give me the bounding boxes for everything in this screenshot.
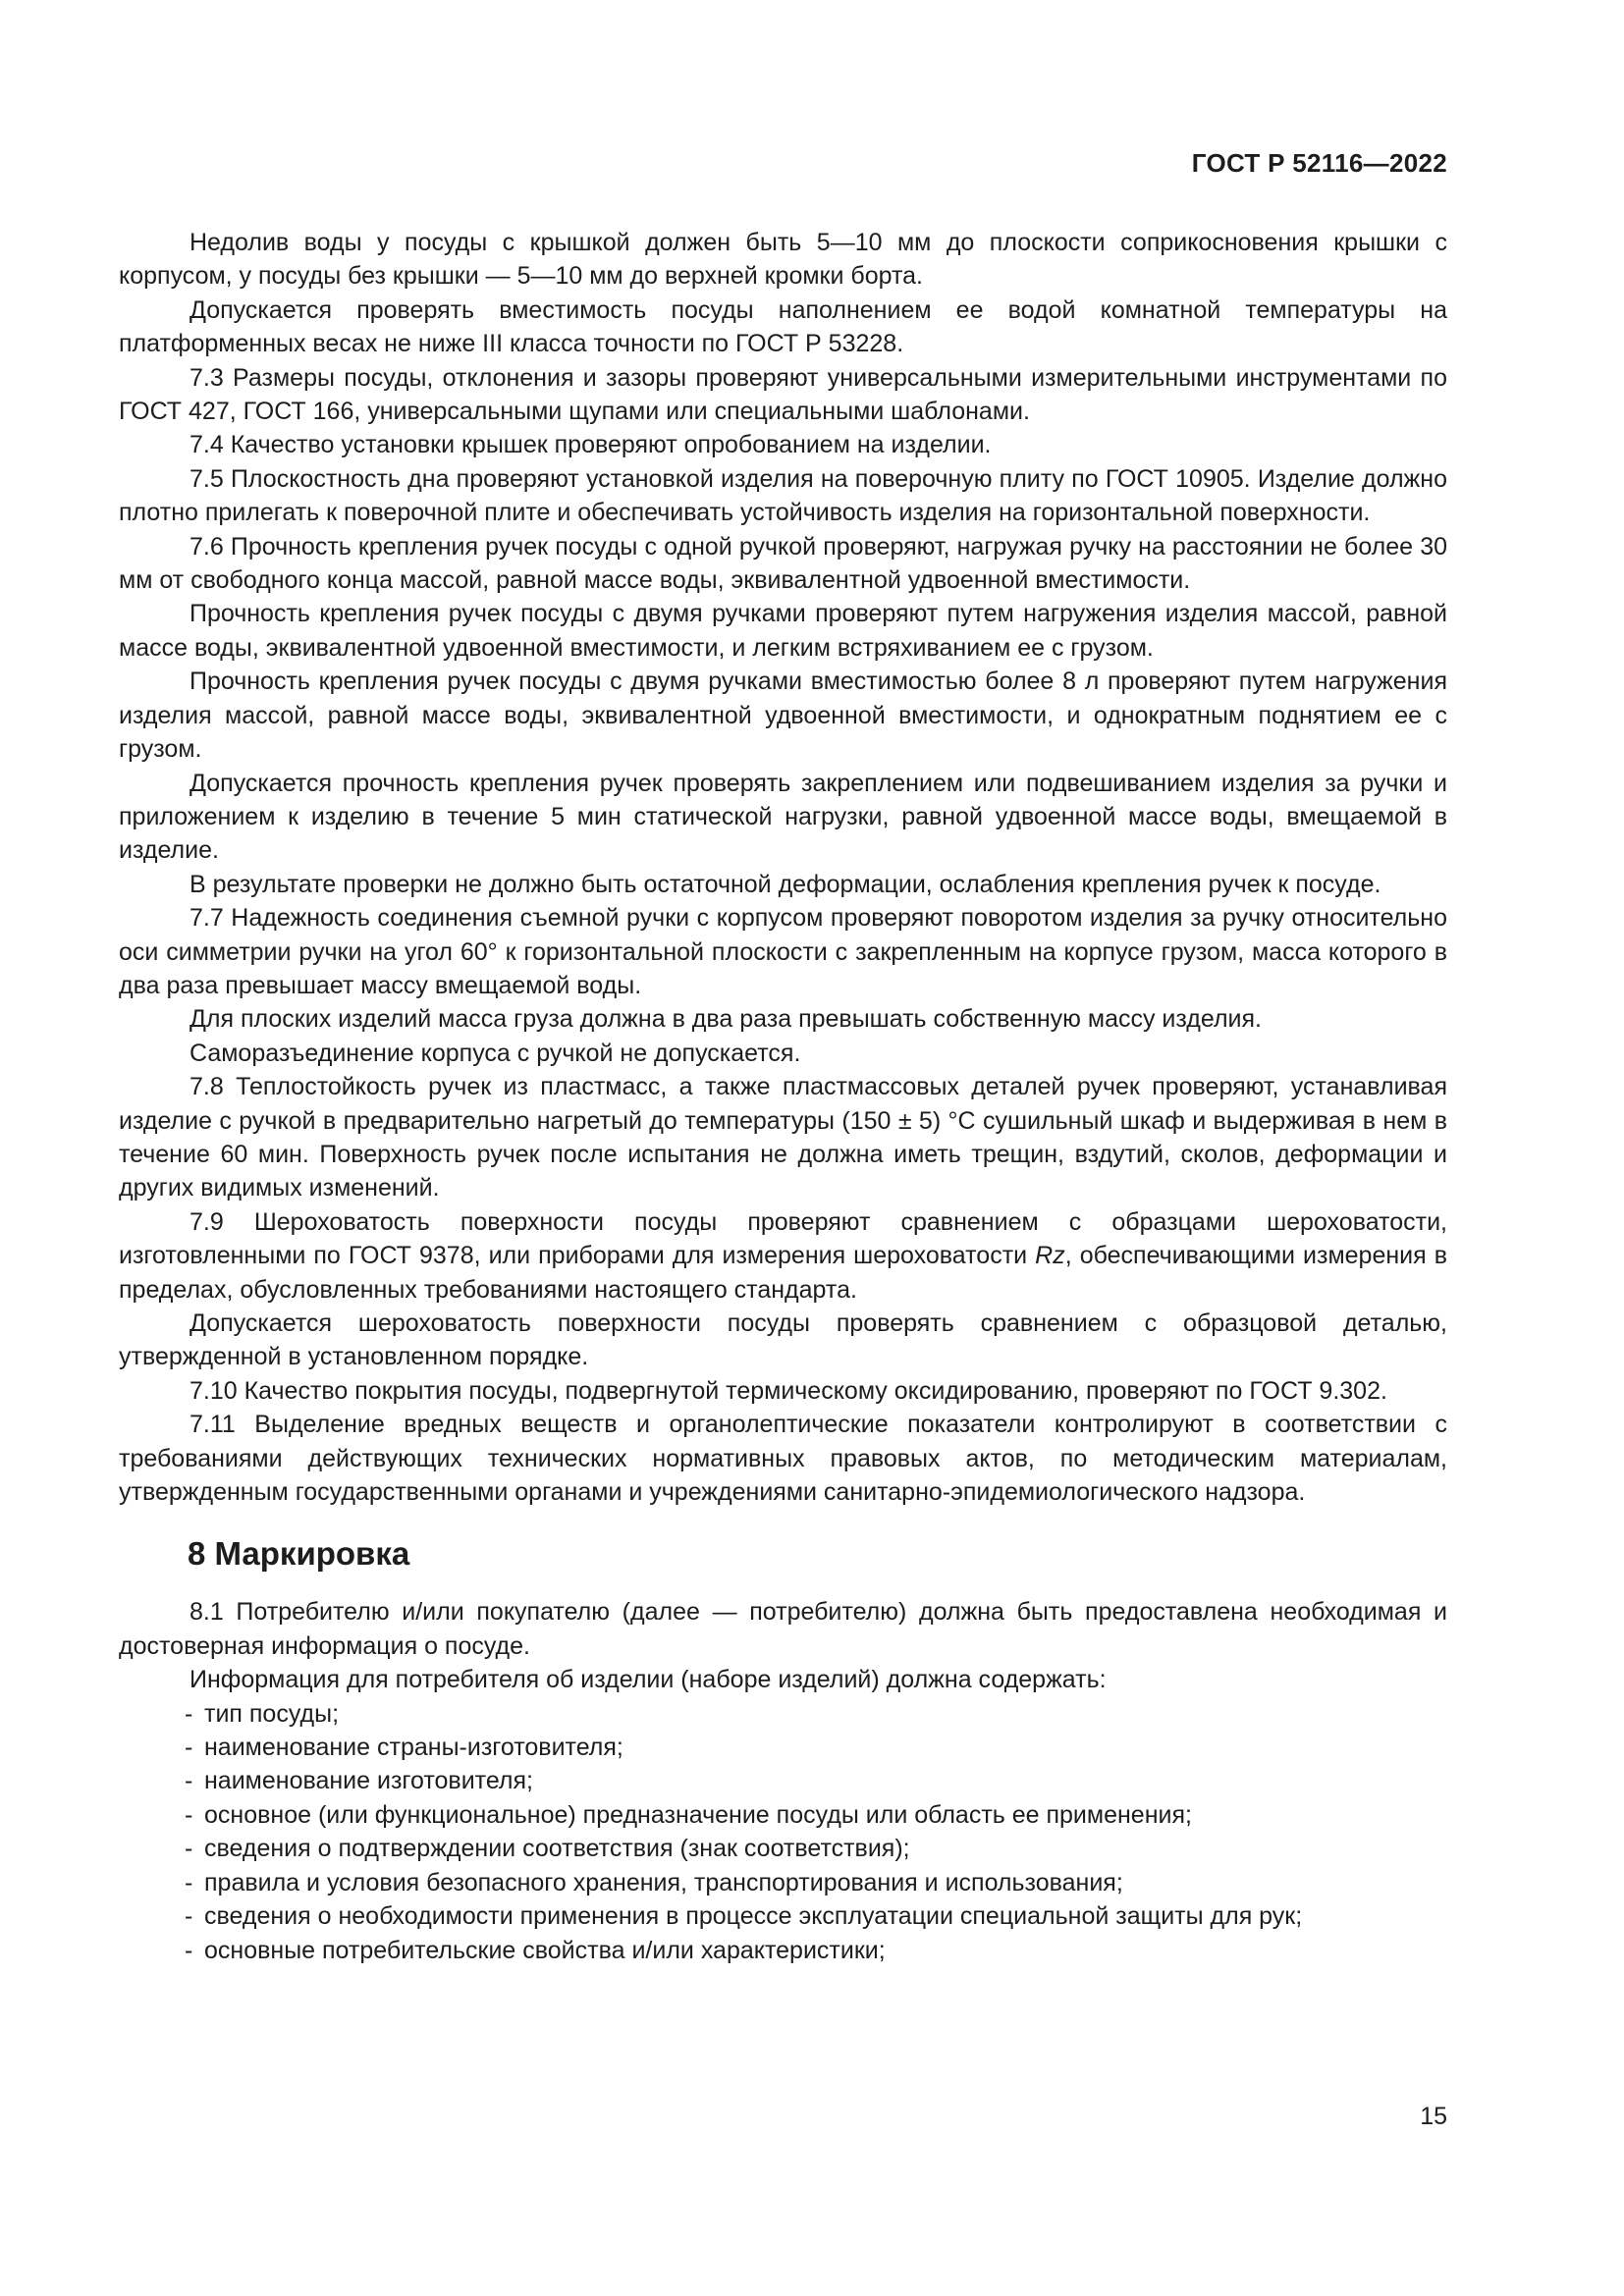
list-item: - правила и условия безопасного хранения, транспортирования и использования; — [119, 1866, 1447, 1899]
document-body — [119, 226, 1447, 1967]
section-8-title: 8 Маркировка — [188, 1535, 410, 1573]
list-marker: - — [185, 1936, 193, 1964]
paragraph: В результате проверки не должно быть остаточной деформации, ослабления крепления ручек к посуде. — [189, 870, 1381, 898]
paragraph-8-1: 8.1 Потребителю и/или покупателю (далее — потребителю) должна быть предоставлена необходимая и достоверная информация о посуде. — [119, 1598, 1447, 1660]
paragraph-7-9 — [119, 1205, 1447, 1307]
page-number: 15 — [1420, 2103, 1447, 2130]
paragraph: Информация для потребителя об изделии (наборе изделий) должна содержать: — [189, 1666, 1107, 1694]
list-marker: - — [185, 1767, 193, 1795]
list-item: - сведения о подтверждении соответствия (знак соответствия); — [119, 1832, 1447, 1865]
list-marker: - — [185, 1800, 193, 1829]
list-marker: - — [185, 1734, 193, 1762]
paragraph-7-10: 7.10 Качество покрытия посуды, подвергнутой термическому оксидированию, проверяют по ГОСТ 9.302. — [189, 1376, 1387, 1405]
paragraph: Допускается прочность крепления ручек проверять закреплением или подвешиванием изделия за ручки и приложением к изделию в течение 5 мин статической нагрузки, равной удвоенной массе воды, вмещаемой в изделие. — [119, 769, 1447, 865]
list-item: - наименование изготовителя; — [119, 1764, 1447, 1797]
list-item: - наименование страны-изготовителя; — [119, 1731, 1447, 1764]
paragraph: Саморазъединение корпуса с ручкой не допускается. — [189, 1039, 801, 1067]
paragraph-7-4: 7.4 Качество установки крышек проверяют опробованием на изделии. — [189, 431, 992, 459]
paragraph-7-7: 7.7 Надежность соединения съемной ручки с корпусом проверяют поворотом изделия за ручку относительно оси симметрии ручки на угол 60° к горизонтальной плоскости с закрепленным на корпусе грузом, масса которого в два раза превышает массу вмещаемой воды. — [119, 904, 1447, 999]
paragraph-7-11: 7.11 Выделение вредных веществ и органолептические показатели контролируют в соответствии с требованиями действующих технических нормативных правовых актов, по методическим материалам, утвержденным государственными органами и учреждениями санитарно-эпидемиологического надзора. — [119, 1411, 1447, 1507]
paragraph-7-9-text-end: , обеспечивающими измерения в пределах, обусловленных требованиями настоящего стандарта. — [119, 1242, 1447, 1304]
paragraph: Прочность крепления ручек посуды с двумя ручками проверяют путем нагружения изделия массой, равной массе воды, эквивалентной удвоенной вместимости, и легким встряхиванием ее с грузом. — [119, 600, 1447, 662]
list-marker: - — [185, 1868, 193, 1896]
list-marker: - — [185, 1699, 193, 1728]
list-item: - основное (или функциональное) предназначение посуды или область ее применения; — [119, 1798, 1447, 1832]
paragraph-7-8: 7.8 Теплостойкость ручек из пластмасс, а также пластмассовых деталей ручек проверяют, устанавливая изделие с ручкой в предварительно нагретый до температуры (150 ± 5) °С сушильный шкаф и выдерживая в нем в течение 60 мин. Поверхность ручек после испытания не должна иметь трещин, вздутий, сколов, деформации и других видимых изменений. — [119, 1073, 1447, 1202]
paragraph: Для плоских изделий масса груза должна в два раза превышать собственную массу изделия. — [189, 1005, 1262, 1034]
paragraph: Допускается шероховатость поверхности посуды проверять сравнением с образцовой деталью, утвержденной в установленном порядке. — [119, 1309, 1447, 1371]
paragraph-7-9-text-start: 7.9 Шероховатость поверхности посуды проверяют сравнением с образцами шероховатости, изготовленными по ГОСТ 9378, или приборами для измерения шероховатости — [119, 1207, 1447, 1270]
information-list — [119, 1697, 1447, 1967]
paragraph-7-3: 7.3 Размеры посуды, отклонения и зазоры проверяют универсальными измерительными инструментами по ГОСТ 427, ГОСТ 166, универсальными щупами или специальными шаблонами. — [119, 363, 1447, 426]
list-marker: - — [185, 1902, 193, 1931]
paragraph-7-5: 7.5 Плоскостность дна проверяют установкой изделия на поверочную плиту по ГОСТ 10905. Изделие должно плотно прилегать к поверочной плите и обеспечивать устойчивость изделия на горизонтальной поверхности. — [119, 464, 1447, 527]
list-marker: - — [185, 1835, 193, 1863]
paragraph-7-6: 7.6 Прочность крепления ручек посуды с одной ручкой проверяют, нагружая ручку на расстоянии не более 30 мм от свободного конца массой, равной массе воды, эквивалентной удвоенной вместимости. — [119, 532, 1447, 595]
list-item: - сведения о необходимости применения в процессе эксплуатации специальной защиты для рук; — [119, 1899, 1447, 1933]
paragraph: Допускается проверять вместимость посуды наполнением ее водой комнатной температуры на платформенных весах не ниже III класса точности по ГОСТ Р 53228. — [119, 295, 1447, 358]
paragraph: Прочность крепления ручек посуды с двумя ручками вместимостью более 8 л проверяют путем нагружения изделия массой, равной массе воды, эквивалентной удвоенной вместимости, и однократным поднятием ее с грузом. — [119, 667, 1447, 764]
list-item: - тип посуды; — [119, 1697, 1447, 1731]
list-item: - основные потребительские свойства и/или характеристики; — [119, 1934, 1447, 1967]
paragraph: Недолив воды у посуды с крышкой должен быть 5—10 мм до плоскости соприкосновения крышки с корпусом, у посуды без крышки — 5—10 мм до верхней кромки борта. — [119, 229, 1447, 291]
roughness-symbol: Rz — [1035, 1242, 1065, 1270]
document-code-header: ГОСТ Р 52116—2022 — [1191, 148, 1447, 178]
